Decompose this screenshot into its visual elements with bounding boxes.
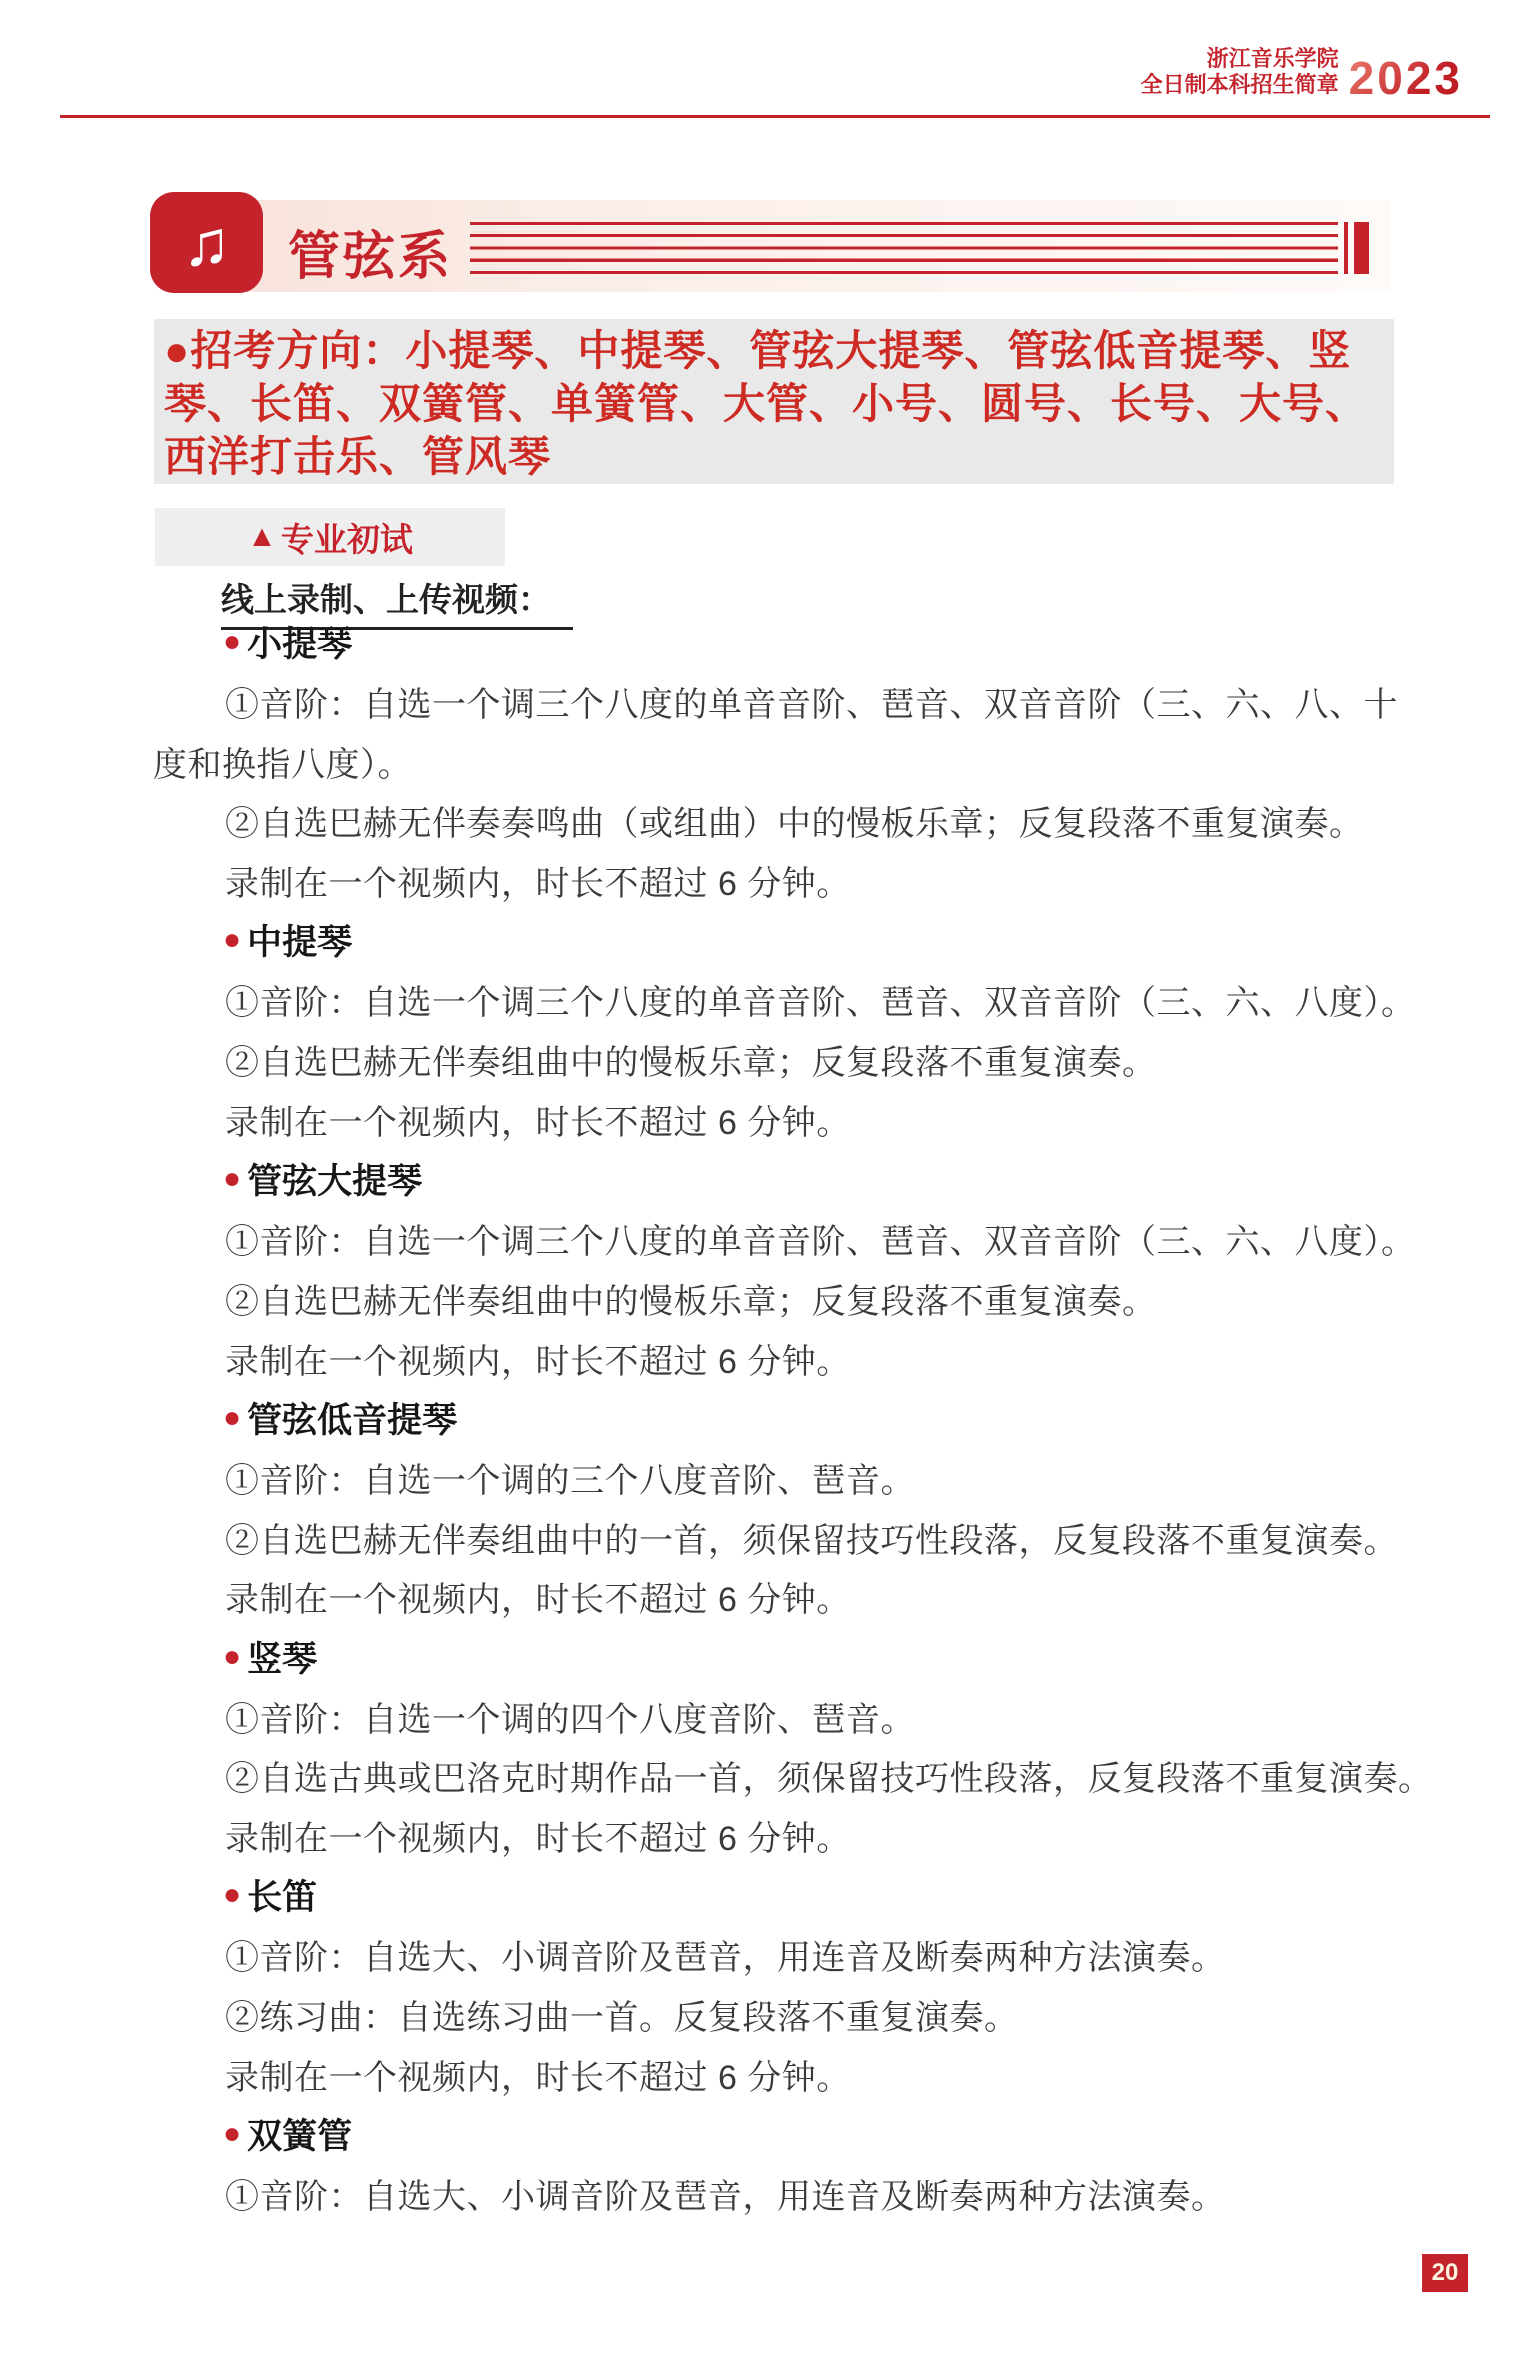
triangle-icon: ▲	[247, 520, 277, 553]
admissions-line: 琴、长笛、双簧管、单簧管、大管、小号、圆号、长号、大号、	[164, 380, 1369, 427]
department-title: 管弦系	[288, 229, 454, 286]
music-note-icon	[150, 192, 263, 293]
bullet-icon: ●	[223, 2117, 242, 2151]
section-line: ②自选巴赫无伴奏组曲中的一首，须保留技巧性段落，反复段落不重复演奏。	[225, 1521, 1398, 1560]
section-line: ①音阶：自选大、小调音阶及琶音，用连音及断奏两种方法演奏。	[225, 1939, 1226, 1978]
section-heading	[153, 910, 1428, 970]
section-heading	[153, 1865, 1428, 1925]
staff-end-thin-bar	[1344, 222, 1348, 274]
header-text-block	[1141, 46, 1339, 98]
section-line: 录制在一个视频内，时长不超过 6 分钟。	[225, 865, 851, 904]
section-title: 管弦大提琴	[247, 1162, 423, 1202]
header-year: 2023	[1348, 52, 1463, 104]
section-line: ②自选巴赫无伴奏组曲中的慢板乐章；反复段落不重复演奏。	[225, 1044, 1157, 1083]
bullet-icon: ●	[223, 923, 242, 957]
admissions-directions-block	[154, 319, 1394, 484]
section-line: 录制在一个视频内，时长不超过 6 分钟。	[225, 1581, 851, 1620]
music-note-glyph: ♫	[182, 206, 231, 279]
staff-lines	[470, 222, 1338, 274]
bullet-icon: ●	[223, 624, 242, 658]
bullet-icon: ●	[223, 1400, 242, 1434]
section-line: 录制在一个视频内，时长不超过 6 分钟。	[225, 1820, 851, 1859]
section-title: 竖琴	[247, 1639, 318, 1679]
section-heading	[153, 612, 1428, 672]
page-number-badge: 20	[1422, 2254, 1468, 2292]
section-title: 长笛	[247, 1878, 318, 1918]
page-header	[1140, 46, 1463, 104]
section-line: ①音阶：自选一个调三个八度的单音音阶、琶音、双音音阶（三、六、八度）。	[225, 1223, 1416, 1262]
header-brochure-title: 全日制本科招生简章	[1140, 72, 1339, 97]
initial-exam-title: 专业初试	[280, 520, 413, 558]
bullet-icon: ●	[223, 1878, 242, 1912]
upload-instruction: 线上录制、上传视频：	[221, 574, 573, 630]
admissions-line: 西洋打击乐、管风琴	[164, 433, 552, 480]
section-title: 中提琴	[247, 923, 353, 963]
header-org: 浙江音乐学院	[1206, 46, 1339, 71]
initial-exam-header	[155, 508, 505, 566]
section-title: 双簧管	[247, 2117, 353, 2157]
section-line: ①音阶：自选一个调的四个八度音阶、琶音。	[225, 1700, 915, 1739]
section-line: 录制在一个视频内，时长不超过 6 分钟。	[225, 1103, 851, 1142]
section-line: ②练习曲：自选练习曲一首。反复段落不重复演奏。	[225, 1999, 1019, 2038]
admissions-line: ●招考方向：小提琴、中提琴、管弦大提琴、管弦低音提琴、竖	[164, 327, 1352, 374]
sections-list	[153, 612, 1433, 2224]
bullet-icon: ●	[223, 1162, 242, 1196]
section-line: ②自选巴赫无伴奏奏鸣曲（或组曲）中的慢板乐章；反复段落不重复演奏。	[225, 805, 1364, 844]
section-line: ②自选古典或巴洛克时期作品一首，须保留技巧性段落，反复段落不重复演奏。	[225, 1760, 1433, 1799]
section-line: ②自选巴赫无伴奏组曲中的慢板乐章；反复段落不重复演奏。	[225, 1282, 1157, 1321]
section-line: ①音阶：自选一个调三个八度的单音音阶、琶音、双音音阶（三、六、八、十	[225, 686, 1398, 725]
section-line: ①音阶：自选一个调的三个八度音阶、琶音。	[225, 1461, 915, 1500]
section-heading	[153, 1149, 1428, 1209]
section-line: 度和换指八度）。	[153, 745, 412, 784]
section-title: 小提琴	[247, 624, 353, 664]
section-heading	[153, 1627, 1428, 1687]
section-line: 录制在一个视频内，时长不超过 6 分钟。	[225, 1342, 851, 1381]
section-line: ①音阶：自选大、小调音阶及琶音，用连音及断奏两种方法演奏。	[225, 2178, 1226, 2217]
section-title: 管弦低音提琴	[247, 1400, 458, 1440]
section-line: ①音阶：自选一个调三个八度的单音音阶、琶音、双音音阶（三、六、八度）。	[225, 984, 1416, 1023]
section-line: 录制在一个视频内，时长不超过 6 分钟。	[225, 2058, 851, 2097]
section-heading	[153, 2104, 1428, 2164]
staff-end-thick-bar	[1354, 222, 1369, 274]
bullet-icon: ●	[223, 1639, 242, 1673]
section-heading	[153, 1388, 1428, 1448]
header-rule	[60, 115, 1490, 118]
